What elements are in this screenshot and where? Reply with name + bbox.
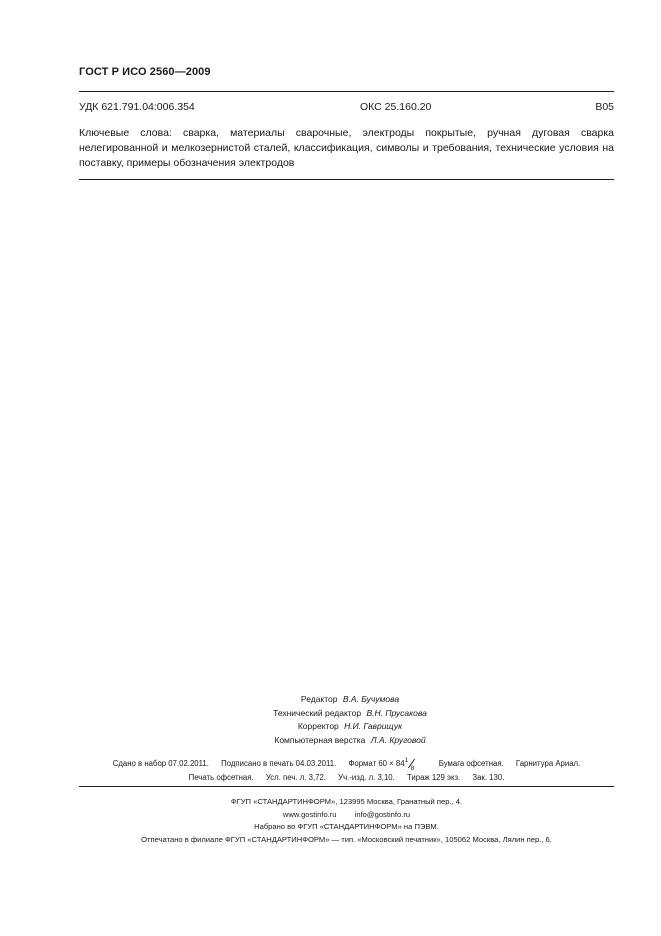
publisher-typeset: Набрано во ФГУП «СТАНДАРТИНФОРМ» на ПЭВМ.	[254, 822, 439, 831]
credit-role: Технический редактор	[273, 707, 362, 718]
credit-tech-editor	[200, 707, 500, 721]
publisher-contacts	[79, 809, 614, 822]
imprint-row-1	[79, 757, 614, 771]
typeface: Гарнитура Ариал.	[515, 759, 581, 768]
tirazh: Тираж 129 экз.	[406, 773, 461, 782]
oks-code: ОКС 25.160.20	[360, 101, 432, 113]
credit-layout	[200, 734, 500, 748]
set-date: Сдано в набор 07.02.2011.	[112, 759, 209, 768]
credit-role: Редактор	[300, 694, 338, 704]
print-type: Печать офсетная.	[188, 773, 254, 782]
paper-type: Бумага офсетная.	[438, 759, 504, 768]
credit-editor	[200, 693, 500, 707]
credit-name: В.А. Бучумова	[342, 694, 400, 704]
publisher-email: info@gostinfo.ru	[354, 809, 411, 819]
publisher-block	[79, 796, 614, 846]
credit-name: Л.А. Круговой	[370, 734, 426, 745]
order-number: Зак. 130.	[472, 773, 505, 782]
publisher-web: www.gostinfo.ru	[282, 809, 337, 819]
publisher-printed: Отпечатано в филиале ФГУП «СТАНДАРТИНФОРМ» — тип. «Московский печатник», 105062 Москва, Лялин пер., 6.	[141, 834, 552, 844]
credit-name: Н.И. Гаврищук	[344, 721, 403, 731]
publisher-address: ФГУП «СТАНДАРТИНФОРМ», 123995 Москва, Гранатный пер., 4.	[230, 797, 463, 806]
credit-corrector	[200, 720, 500, 734]
usl-pech: Усл. печ. л. 3,72.	[265, 773, 326, 782]
credits-block	[200, 693, 500, 747]
uch-izd: Уч.-изд. л. 3,10.	[338, 773, 395, 782]
standard-code: ГОСТ Р ИСО 2560—2009	[79, 66, 211, 78]
udk-code: УДК 621.791.04:006.354	[79, 101, 195, 113]
imprint-row-2	[79, 771, 614, 785]
signed-date: Подписано в печать 04.03.2011.	[221, 759, 337, 768]
keywords-text: Ключевые слова: сварка, материалы сварочные, электроды покрытые, ручная дуговая сварка нелегированной и мелкозернистой сталей, классификация, символы и требования, технические условия на поставку, примеры обозначения электродов	[79, 127, 614, 169]
keywords-divider	[79, 179, 614, 180]
credit-name: В.Н. Прусакова	[366, 707, 427, 718]
imprint-divider	[79, 786, 614, 787]
credit-role: Корректор	[297, 721, 339, 731]
credit-role: Компьютерная верстка	[274, 734, 366, 745]
format-fraction: 1 8	[404, 757, 415, 773]
imprint-block	[79, 757, 614, 785]
classification-row	[79, 101, 614, 115]
header-divider	[79, 91, 614, 92]
group-code: В05	[595, 101, 614, 113]
paper-format: Формат 60 × 84 1 8	[343, 759, 431, 768]
